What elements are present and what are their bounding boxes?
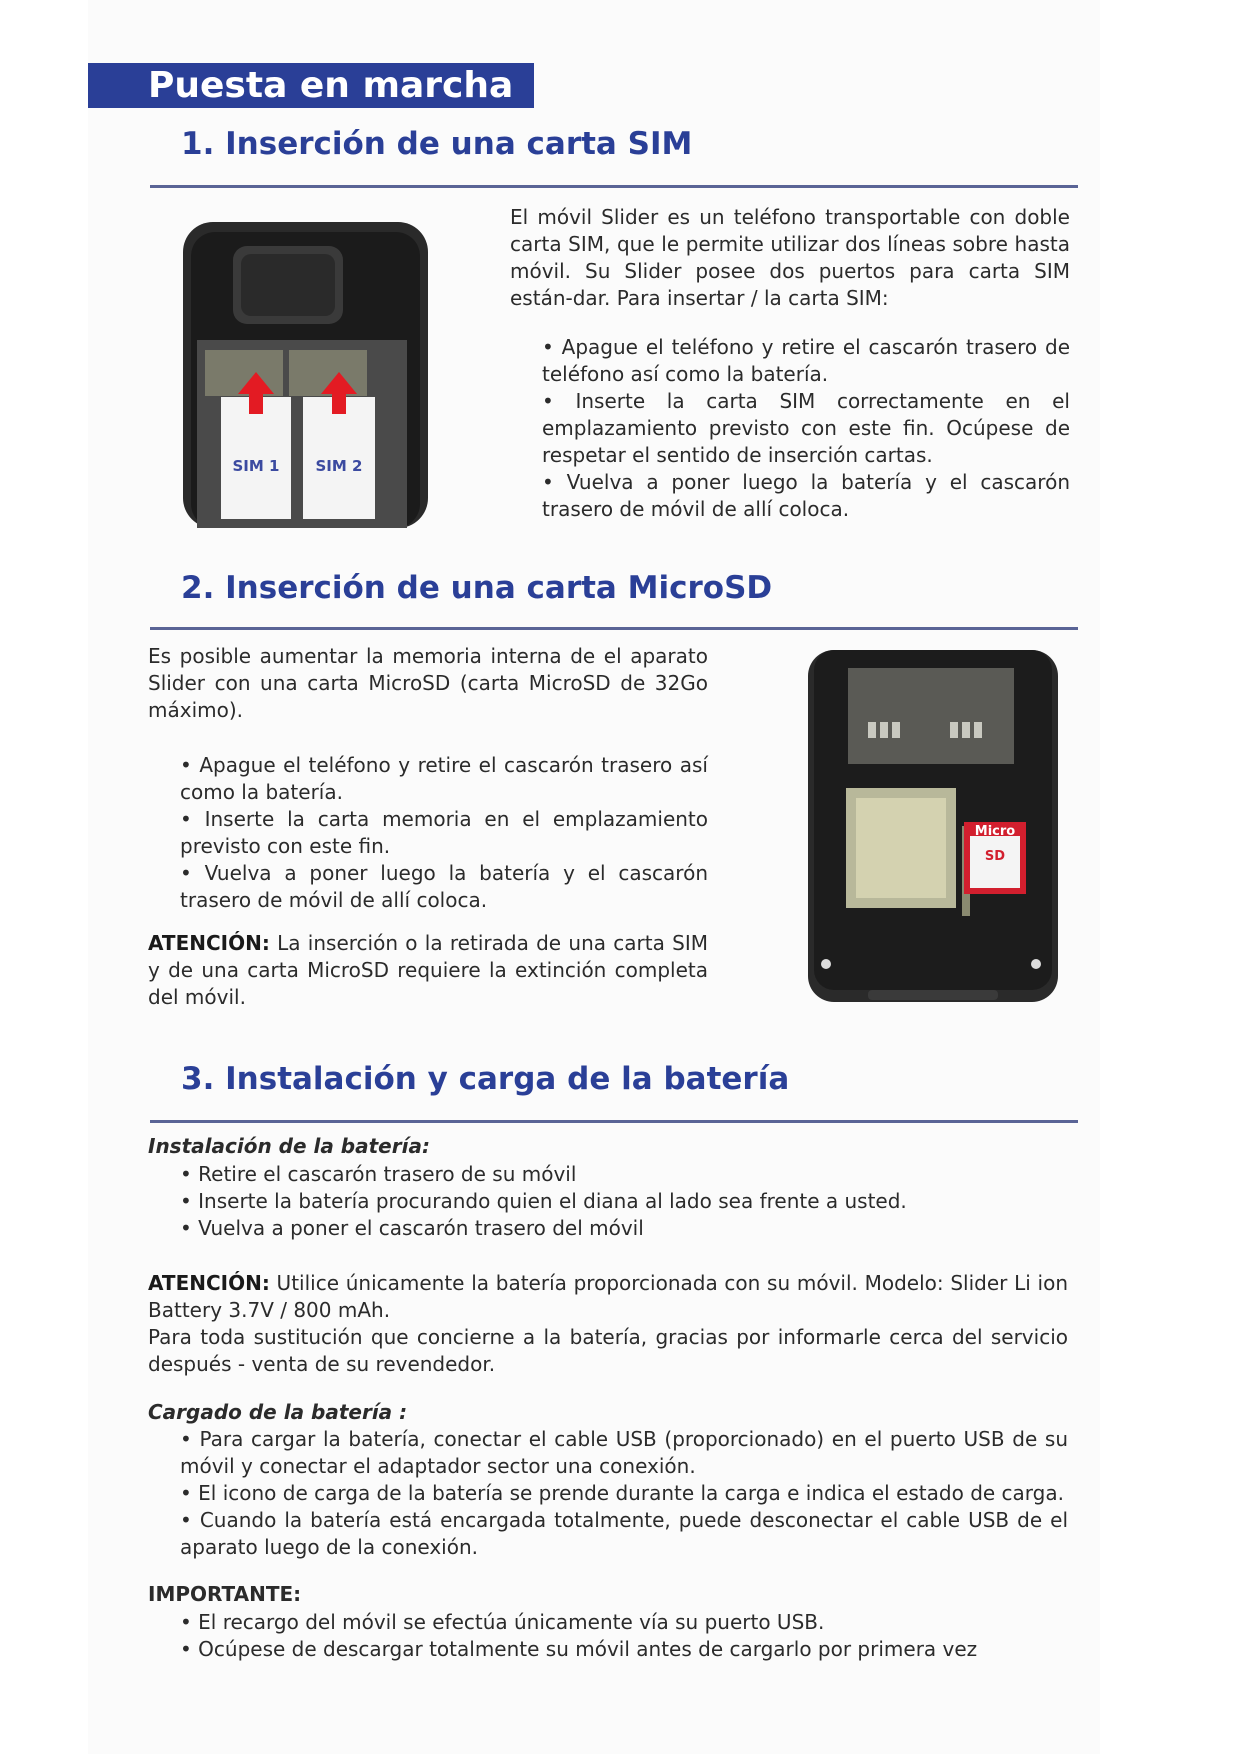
install-heading: Instalación de la batería:: [148, 1134, 430, 1158]
list-item: • Apague el teléfono y retire el cascarón trasero de teléfono así como la batería.: [542, 334, 1070, 388]
charge-heading: Cargado de la batería :: [148, 1400, 408, 1424]
section-title-microsd: 2. Inserción de una carta MicroSD: [181, 570, 773, 606]
attention-label: ATENCIÓN:: [148, 1271, 270, 1295]
sim-slots-photo: [183, 222, 428, 528]
screw-left: [821, 959, 831, 969]
list-item: • Apague el teléfono y retire el cascarón trasero así como la batería.: [180, 752, 708, 806]
microsd-intro: Es posible aumentar la memoria interna de el aparato Slider con una carta MicroSD (carta MicroSD de 32Go máximo).: [148, 644, 708, 722]
microsd-card-label-line1: Micro: [974, 824, 1016, 839]
sim-slot-right: [930, 668, 1014, 764]
sim-slot-left: [848, 668, 932, 764]
list-item: • El recargo del móvil se efectúa únicamente vía su puerto USB.: [180, 1609, 1068, 1636]
attention-text: La inserción o la retirada de una carta SIM y de una carta MicroSD requiere la extinción completa del móvil.: [148, 931, 708, 1009]
battery-attention: [148, 1270, 1068, 1324]
important-notes: [180, 1609, 1068, 1663]
microsd-attention: [148, 930, 708, 1011]
banner-title: Puesta en marcha: [148, 65, 514, 106]
sim-steps: [542, 334, 1070, 523]
install-steps: [180, 1161, 1060, 1242]
list-item: • Inserte la carta memoria en el emplazamiento previsto con este fin.: [180, 806, 708, 860]
list-item: • Inserte la carta SIM correctamente en el emplazamiento previsto con este fin. Ocúpese de respetar el sentido de inserción cartas.: [542, 388, 1070, 469]
list-item: • El icono de carga de la batería se prende durante la carga e indica el estado de carga.: [180, 1480, 1068, 1507]
list-item: • Ocúpese de descargar totalmente su móvil antes de cargarlo por primera vez: [180, 1636, 1068, 1663]
list-item: • Vuelva a poner luego la batería y el cascarón trasero de móvil de allí coloca.: [180, 860, 708, 914]
microsd-card-label-line2: SD: [984, 849, 1006, 864]
important-heading: IMPORTANTE:: [148, 1582, 302, 1606]
list-item: • Retire el cascarón trasero de su móvil: [180, 1161, 1060, 1188]
sim2-label: SIM 2: [315, 457, 363, 475]
microsd-steps: [180, 752, 708, 914]
sim-intro: El móvil Slider es un teléfono transportable con doble carta SIM, que le permite utilizar dos líneas sobre hasta móvil. Su Slider posee dos puertos para carta SIM están-dar. Para insertar / la carta SIM:: [510, 205, 1070, 310]
section-title-battery: 3. Instalación y carga de la batería: [181, 1061, 790, 1097]
charge-steps: [180, 1426, 1068, 1561]
list-item: • Cuando la batería está encargada totalmente, puede desconectar el cable USB de el aparato luego de la conexión.: [180, 1507, 1068, 1561]
microsd-slot-photo: [808, 650, 1058, 1002]
list-item: • Inserte la batería procurando quien el diana al lado sea frente a usted.: [180, 1188, 1060, 1215]
list-item: • Vuelva a poner luego la batería y el cascarón trasero de móvil de allí coloca.: [542, 469, 1070, 523]
battery-service-note: Para toda sustitución que concierne a la batería, gracias por informarle cerca del servicio después - venta de su revendedor.: [148, 1325, 1068, 1376]
section-divider: [150, 185, 1078, 188]
section-divider: [150, 1120, 1078, 1123]
list-item: • Para cargar la batería, conectar el cable USB (proporcionado) en el puerto USB de su móvil y conectar el adaptador sector una conexión.: [180, 1426, 1068, 1480]
attention-label: ATENCIÓN:: [148, 931, 270, 955]
section-title-sim: 1. Inserción de una carta SIM: [181, 126, 693, 162]
list-item: • Vuelva a poner el cascarón trasero del móvil: [180, 1215, 1060, 1242]
section-divider: [150, 627, 1078, 630]
screw-right: [1031, 959, 1041, 969]
page-banner: [88, 63, 534, 108]
sim1-label: SIM 1: [232, 457, 280, 475]
attention-text: Utilice únicamente la batería proporcionada con su móvil. Modelo: Slider Li ion Battery 3.7V / 800 mAh.: [148, 1271, 1068, 1322]
